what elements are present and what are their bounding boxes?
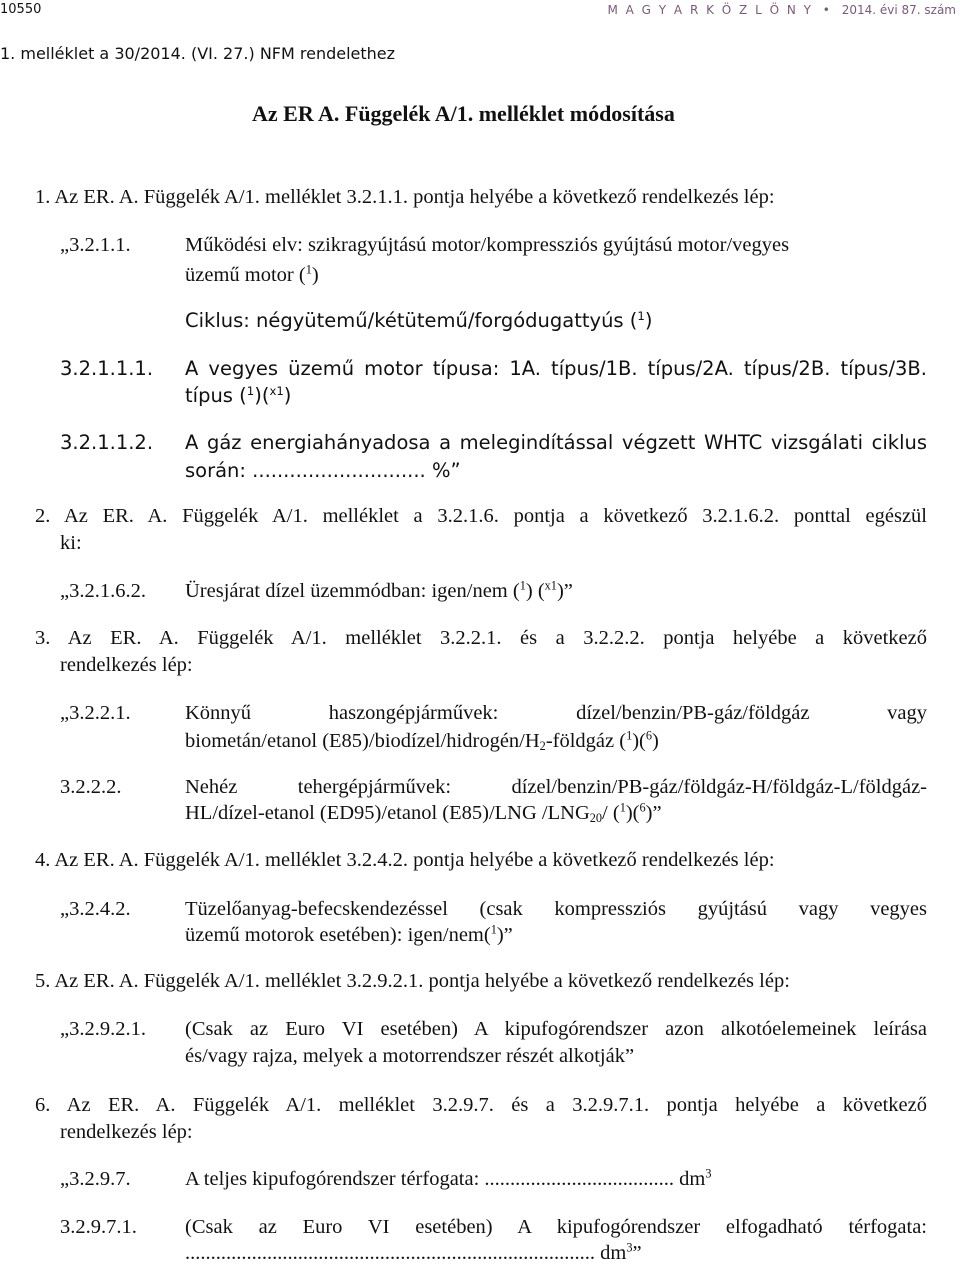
s6-volume-line: A teljes kipufogórendszer térfogata: ..................................... $dm^3$: [185, 1166, 712, 1190]
s2-intro-line1: 2. Az ER. A. Függelék A/1. melléklet a 3.2.1.6. pontja a következő 3.2.1.6.2. ponttal egészül: [35, 505, 927, 527]
s6-acceptable-line2: ................................................................................ $dm^3$”: [185, 1240, 642, 1264]
s3-intro-line2: rendelkezés lép:: [60, 654, 193, 676]
s3-line2: biometán/etanol $(E85)/biodízel/hidrogén/H_2$-földgáz ($^1$)($^6$): [185, 728, 659, 754]
s3-heavy-line1: Nehéz tehergépjárművek: dízel/benzin/PB-gáz/földgáz-H/földgáz-L/földgáz-: [185, 776, 927, 798]
s5-line2: és/vagy rajza, melyek a motorrendszer részét alkotják”: [185, 1045, 635, 1067]
s6-intro-line1: 6. Az ER. A. Függelék A/1. melléklet 3.2.9.7. és a 3.2.9.7.1. pontja helyébe a következő: [35, 1094, 927, 1116]
s1-line2: üzemű motor ($^1$): [185, 262, 319, 286]
s1-intro: 1. Az ER. A. Függelék A/1. melléklet 3.2.1.1. pontja helyébe a következő rendelkezés lép:: [35, 186, 775, 208]
s4-line2: üzemű motorok esetében): igen/nem($^1$)”: [185, 922, 513, 946]
s5-intro: 5. Az ER. A. Függelék A/1. melléklet 3.2.9.2.1. pontja helyébe a következő rendelkezés lép:: [35, 970, 790, 992]
page-number: 10550: [0, 2, 42, 17]
s1-gas-line2: során: ............................ %”: [185, 459, 461, 482]
s1-num: „3.2.1.1.: [60, 234, 131, 256]
s4-intro: 4. Az ER. A. Függelék A/1. melléklet 3.2.4.2. pontja helyébe a következő rendelkezés lép:: [35, 849, 775, 871]
s3-num2: 3.2.2.2.: [60, 776, 122, 798]
s1-num2: 3.2.1.1.1.: [60, 357, 154, 380]
s3-intro-line1: 3. Az ER. A. Függelék A/1. melléklet 3.2.2.1. és a 3.2.2.2. pontja helyébe a következő: [35, 627, 927, 649]
s2-intro-line2: ki:: [60, 532, 82, 554]
s3-heavy-line2: HL/dízel-etanol (ED95)/etanol (E85)/LNG $/LNG_{20}/$ ($^1$)($^6$)”: [185, 800, 662, 826]
annex-reference: 1. melléklet a 30/2014. (VI. 27.) NFM rendelethez: [0, 44, 396, 63]
s6-acceptable-line1: (Csak az Euro VI esetében) A kipufogórendszer elfogadható térfogata:: [185, 1216, 927, 1238]
s4-line1: Tüzelőanyag-befecskendezéssel (csak kompressziós gyújtású vagy vegyes: [185, 898, 927, 920]
s1-type-line2: típus ($^1$)($^{x1}$): [185, 383, 292, 407]
s2-num: „3.2.1.6.2.: [60, 580, 146, 602]
s6-intro-line2: rendelkezés lép:: [60, 1121, 193, 1143]
header-bullet: •: [822, 3, 832, 17]
s3-line1: Könnyű haszongépjárművek: dízel/benzin/PB-gáz/földgáz vagy: [185, 702, 927, 724]
s2-text: Üresjárat dízel üzemmódban: igen/nem ($^1$) ($^{x1}$)”: [185, 578, 573, 602]
s1-num3: 3.2.1.1.2.: [60, 431, 154, 454]
s5-line1: (Csak az Euro VI esetében) A kipufogórendszer azon alkotóelemeinek leírása: [185, 1018, 927, 1040]
gazette-header: [607, 3, 956, 17]
s1-line1: Működési elv: szikragyújtású motor/kompressziós gyújtású motor/vegyes: [185, 234, 790, 256]
s1-gas-line1: A gáz energiahányadosa a melegindítással végzett WHTC vizsgálati ciklus: [185, 431, 927, 454]
s6-num2: 3.2.9.7.1.: [60, 1216, 137, 1238]
document-title: Az ER A. Függelék A/1. melléklet módosítása: [252, 101, 675, 126]
gazette-issue: 2014. évi 87. szám: [841, 3, 956, 17]
s4-num: „3.2.4.2.: [60, 898, 131, 920]
s1-cycle: Ciklus: négyütemű/kétütemű/forgódugattyús ($^1$): [185, 308, 653, 332]
s5-num: „3.2.9.2.1.: [60, 1018, 146, 1040]
s3-num1: „3.2.2.1.: [60, 702, 131, 724]
s6-num1: „3.2.9.7.: [60, 1168, 131, 1190]
gazette-name: M A G Y A R K Ö Z L Ö N Y: [607, 3, 813, 17]
s1-type-line1: A vegyes üzemű motor típusa: 1A. típus/1B. típus/2A. típus/2B. típus/3B.: [185, 357, 927, 380]
